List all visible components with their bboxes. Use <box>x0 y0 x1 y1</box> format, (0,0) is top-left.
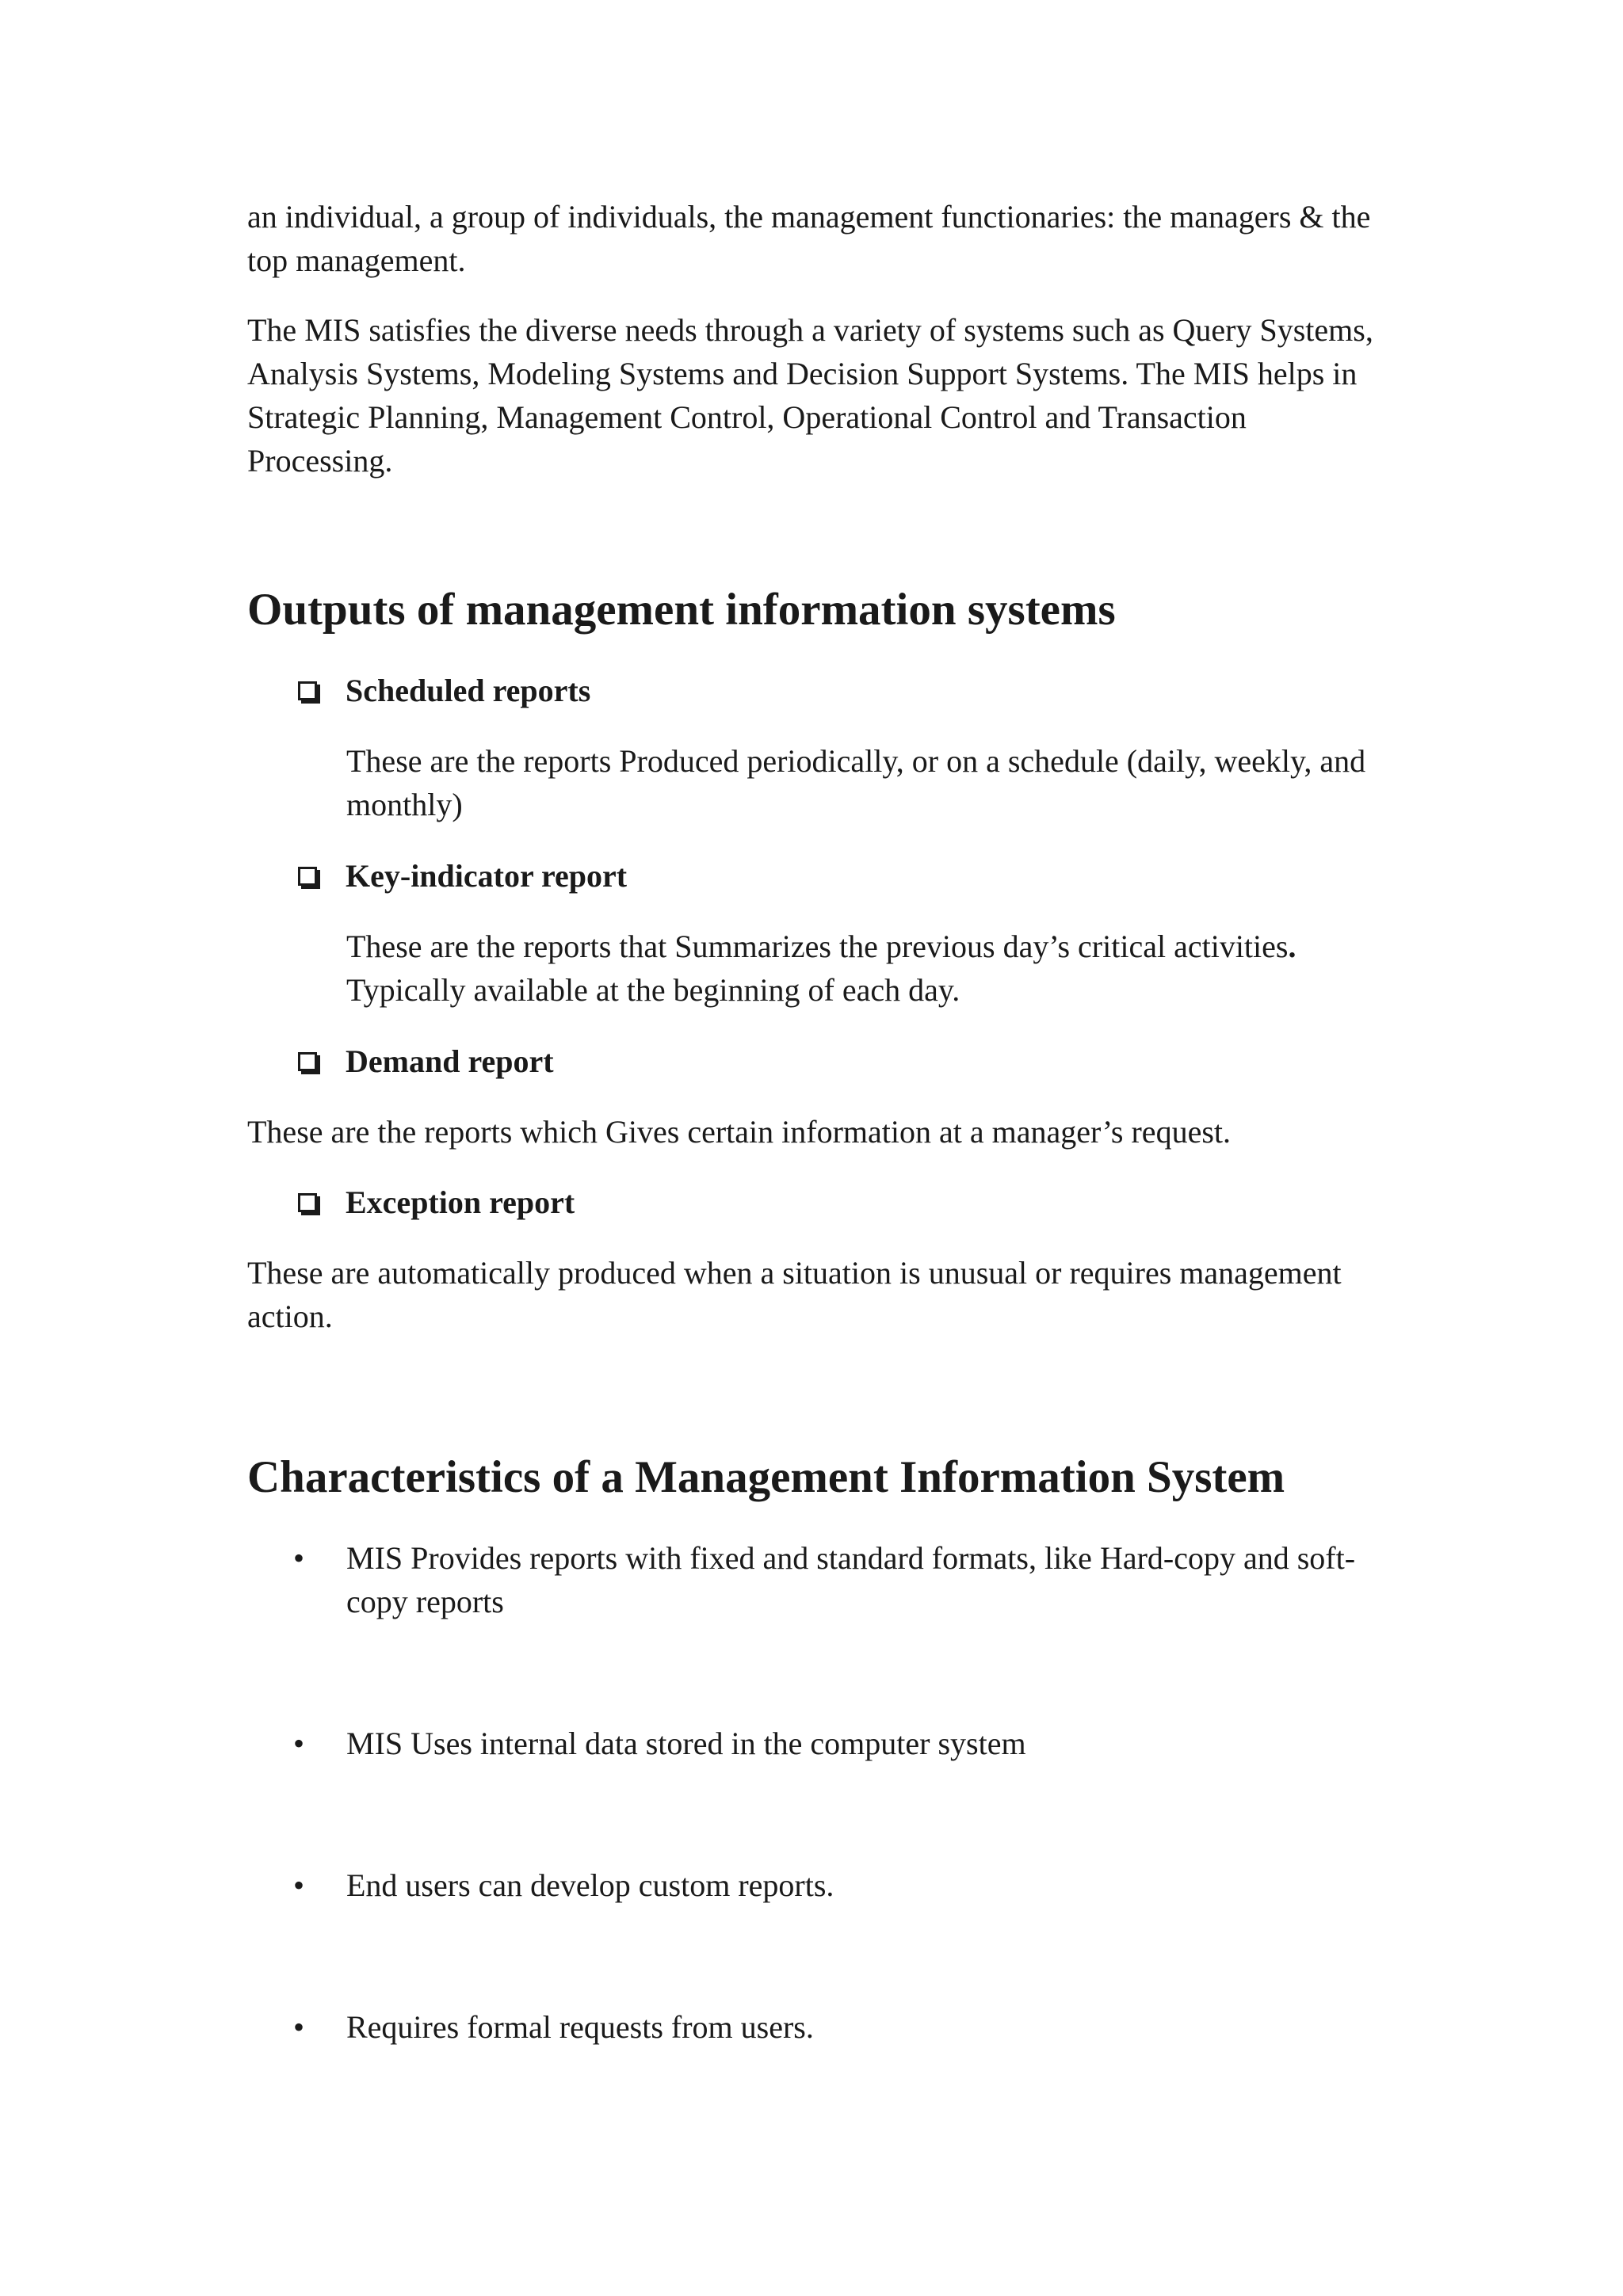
intro-paragraph: an individual, a group of individuals, the management functionaries: the managers & the top management. <box>247 199 1371 278</box>
output-item-description: These are the reports Produced periodically, or on a schedule (daily, weekly, and monthly) <box>346 743 1366 822</box>
output-item-label: Scheduled reports <box>346 673 591 708</box>
output-item-demand-report <box>298 1039 554 1083</box>
characteristic-text: End users can develop custom reports. <box>346 1867 834 1903</box>
characteristic-item <box>293 2005 1395 2049</box>
output-item-exception-report <box>298 1180 575 1224</box>
checkbox-bullet-icon <box>298 1052 317 1071</box>
output-item-label: Demand report <box>346 1043 554 1079</box>
checkbox-bullet-icon <box>298 1193 317 1212</box>
characteristic-item <box>293 1863 1395 1907</box>
description-text-line2: Typically available at the beginning of each day. <box>346 972 960 1008</box>
output-item-key-indicator-report <box>298 854 627 898</box>
characteristic-item <box>293 1722 1395 1765</box>
output-item-label: Key-indicator report <box>346 858 628 894</box>
description-bold-period: . <box>1288 929 1296 964</box>
description-text: These are the reports that Summarizes the previous day’s critical activities <box>346 929 1289 964</box>
output-item-description <box>346 925 1392 1012</box>
bullet-icon: • <box>293 1540 305 1576</box>
checkbox-bullet-icon <box>298 681 317 700</box>
characteristics-heading: Characteristics of a Management Information System <box>247 1452 1285 1502</box>
characteristic-text: Requires formal requests from users. <box>346 2009 814 2045</box>
mis-overview-paragraph: The MIS satisfies the diverse needs through a variety of systems such as Query Systems, Analysis Systems, Modeling Systems and Decision Support Systems. The MIS helps in Strategic Planning, Management Control, Operational Control and Transaction Processing. <box>247 312 1373 479</box>
bullet-icon: • <box>293 1726 305 1761</box>
characteristic-text: MIS Provides reports with fixed and standard formats, like Hard-copy and soft-copy reports <box>346 1540 1356 1619</box>
output-item-scheduled-reports <box>298 669 590 712</box>
characteristic-item <box>293 1536 1395 1623</box>
outputs-heading: Outputs of management information systems <box>247 585 1116 635</box>
bullet-icon: • <box>293 2009 305 2045</box>
output-item-description: These are automatically produced when a situation is unusual or requires management action. <box>247 1255 1342 1334</box>
bullet-icon: • <box>293 1867 305 1903</box>
characteristic-text: MIS Uses internal data stored in the computer system <box>346 1726 1026 1761</box>
output-item-label: Exception report <box>346 1184 575 1220</box>
checkbox-bullet-icon <box>298 867 317 886</box>
output-item-description: These are the reports which Gives certain information at a manager’s request. <box>247 1114 1231 1150</box>
